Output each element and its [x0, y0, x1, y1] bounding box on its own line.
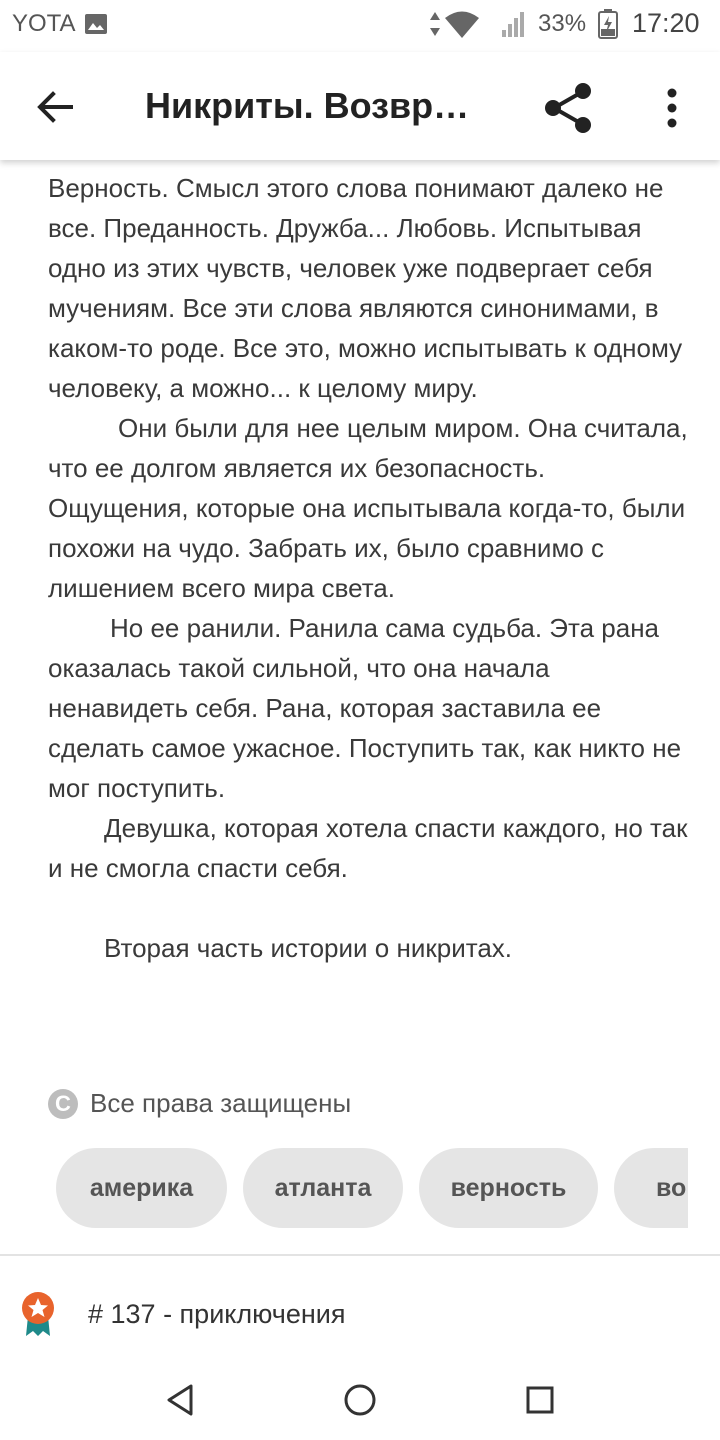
ranking-badge-icon [18, 1290, 58, 1338]
battery-percent: 33% [538, 10, 587, 37]
copyright-label: Все права защищены [90, 1088, 352, 1118]
page-title: Никриты. Возвр… [145, 85, 470, 126]
wifi-icon [444, 11, 480, 39]
nav-recents-icon [525, 1385, 555, 1415]
data-arrows-icon [428, 11, 442, 37]
story-paragraph: Они были для нее целым миром. Она считала, что ее долгом является их безопасность. Ощущения, которые она испытывала когда-то, были похожи на чудо. Забрать их, было сравнимо с лишением всего мира света. [48, 413, 688, 603]
status-bar [0, 0, 720, 52]
nav-back-button[interactable] [158, 1378, 202, 1422]
copyright-notice [48, 1088, 351, 1119]
tag-list [0, 1148, 688, 1228]
copyright-icon: C [48, 1089, 78, 1119]
tag-chip[interactable]: атланта [243, 1148, 403, 1228]
more-options-button[interactable] [652, 80, 692, 136]
more-vert-icon [666, 88, 678, 128]
story-paragraph: Девушка, которая хотела спасти каждого, но так и не смогла спасти себя. [48, 813, 688, 883]
carrier-label: YOTA [12, 10, 76, 37]
system-nav-bar [0, 1360, 720, 1440]
story-paragraph: Вторая часть истории о никритах. [104, 933, 513, 963]
share-icon [542, 82, 594, 134]
ranking-row[interactable] [18, 1290, 346, 1338]
clock: 17:20 [632, 8, 700, 38]
nav-home-button[interactable] [338, 1378, 382, 1422]
nav-recents-button[interactable] [518, 1378, 562, 1422]
signal-icon [500, 10, 528, 38]
back-button[interactable] [30, 82, 80, 132]
battery-icon [598, 9, 618, 39]
tag-chip[interactable]: во [614, 1148, 688, 1228]
story-paragraph: Но ее ранили. Ранила сама судьба. Эта рана оказалась такой сильной, что она начала ненавидеть себя. Рана, которая заставила ее сделать самое ужасное. Поступить так, как никто не мог поступить. [48, 613, 682, 803]
divider [0, 1254, 720, 1256]
image-icon [84, 12, 108, 36]
back-arrow-icon [35, 87, 75, 127]
share-button[interactable] [540, 80, 596, 136]
story-text [48, 168, 688, 968]
story-paragraph: Верность. Смысл этого слова понимают далеко не все. Преданность. Дружба... Любовь. Испытывая одно из этих чувств, человек уже подвергает себя мучениям. Все эти слова являются синонимами, в каком-то роде. Все это, можно испытывать к одному человеку, а можно... к целому миру. [48, 173, 683, 403]
app-bar [0, 52, 720, 160]
nav-home-icon [343, 1383, 377, 1417]
nav-back-icon [165, 1383, 195, 1417]
ranking-label: # 137 - приключения [88, 1298, 346, 1329]
tag-chip[interactable]: верность [419, 1148, 598, 1228]
tag-chip[interactable]: америка [56, 1148, 227, 1228]
